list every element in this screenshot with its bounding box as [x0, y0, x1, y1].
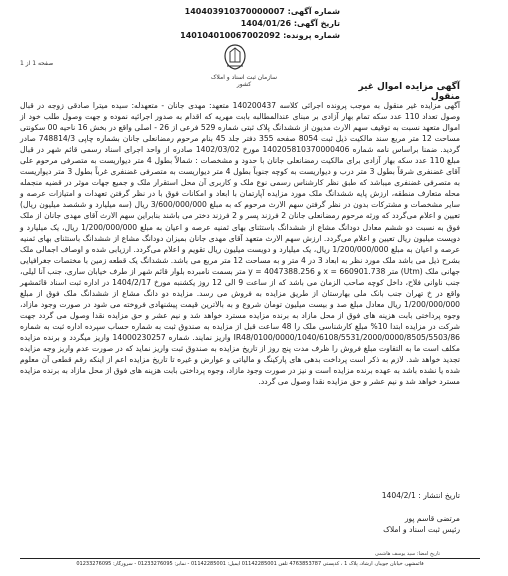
publish-date-label: تاریخ انتشار : [418, 491, 460, 500]
page-indicator: صفحه 1 از 1 [20, 60, 54, 67]
signature-note: تاریخ امضا: سید یوسف هاشمی [375, 551, 440, 557]
footer-address: قائمشهر، خیابان جویبار، ارشاد، پلاک 1 ، کدپستی 4763853787 تلفن 01142285001 ایمیل: 01142285001 - نمابر: 01233276095 - سرورگار: 01233276095 [76, 561, 424, 567]
org-name: سازمان ثبت اسناد و املاک کشور [211, 74, 277, 88]
case-number: 140104010067002092 [180, 31, 281, 40]
publish-date: 1404/2/1 [381, 491, 416, 500]
notice-body-paragraph: آگهی مزایده غیر منقول به موجب پرونده اجرائی کلاسه 140200437 متعهد: مهدی جانان - متعهدله: سیده میترا صادقی زوجه در قبال وصول تعداد 110 عدد سکه تمام بهار آزادی بر مبنای عندالمطالبه بابت مهریه که اقدام به صدور اجرائیه نموده و جهت وصول طلب خود از اموال متعهد نسبت به توقیف سهم الارث مدیون از ششدانگ پلاک ثبتی شماره 529 فرعی از 26 - اصلی واقع در بخش 16 ناحیه 00 سکونتی مساحت 12 متر مربع سند مالکیت ذیل ثبت 8054 صفحه 355 دفتر جلد 45 بنام مرحوم رمضانعلی جانان بشماره چاپی 748814/3 صادر گردید. ضمنا براساس نامه شماره 140205810370000406 مورخ 1402/03/02 صادره از واحد اجرای اسناد رسمی قائم شهر در قبال مبلغ 110 عدد سکه بهار آزادی برای مالکیت رمضانعلی جانان با حدود و مشخصات : شمالاً بطول 4 متر دیواریست به متصرفی مرحوم علی آقای غضنفری شرقاً بطول 3 متر درب و دیواریست به کوچه جنوباً بطول 4 متر دیواریست به متصرفی غضنفری غرباً بطول 3 متر دیواریست به متصرفی غضنفری میباشد که طبق نظر کارشناس رسمی نوع ملک و کاربری آن محل استقرار ملک و جمیع جهات موثر در قضیه منجمله محله متعارف منطقه، ارزش پایه ششدانگ ملک مورد مزایده آپارتمان با ابعاد و امکانات فوق با در نظر گرفتن تعهدات و امتیازات عرصه و سایر مشخصات و مشترکات بدون در نظر گرفتن سهم الارث مرحوم که به مبلغ 3/600/000/000 ریال (سه میلیارد و ششصد میلیون ریال) تعیین و اعلام می‌گردد که ورثه مرحوم رمضانعلی جانان 2 فرزند پسر و 2 فرزند دختر می باشند بنابراین سهم الارث آقای مهدی جانان از ملک فوق به نسبت دو ششم معادل دودانگ مشاع از ششدانگ باستثنای بهای ثمنیه عرصه و اعیان به مبلغ 1/200/000/000 ریال، یک میلیارد و دویست میلیون ریال تعیین و اعلام می‌گردد. ارزش سهم الارث متعهد آقای مهدی جانان بمیزان دودانگ مشاع از ششدانگ باستثنای بهای ثمنیه عرصه و اعیان به مبلغ 1/200/000/000 ریال، یک میلیارد و دویست میلیون ریال تقویم و اعلام می‌گردد. ارزیابی شده و اوصاف اجمالی ملک بشرح ذیل می باشد ملک مورد نظر به ابعاد 3 در 4 متر و به مساحت 12 متر مربع می باشد. ششدانگ یک قطعه زمین با مختصات جغرافیایی جهانی ملک (Utm) متر 660901.738 = x و 4047388.256 = y متر بسمت نامبرده بلوار قائم شهر از طرف خیابان ساری، جنب آنا لیلی، جنب ناوانی فلاح، داخل کوچه صاحب الزمان می باشد که از ساعت 9 الی 12 روز یکشنبه مورخ 1404/2/17 در اداره ثبت اسناد قائمشهر واقع در خ تهران جنب بانک ملی بهارستان از طریق مزایده به فروش می رسد. مزایده دو دانگ مشاع از ششدانگ ملک فوق از مبلغ 1/200/000/000 ریال معادل مبلغ صد و بیست میلیون تومان شروع و به بالاترین قیمت پیشنهادی فروخته می شود در صورت وجود مازاد، وجوه پرداختی بابت هزینه های فوق از محل مازاد به برنده مزایده مسترد خواهد شد و نیم عشر و حق مزایده نقدا وصول می گردد جهت شرکت در مزایده ابتدا 10% مبلغ کارشناسی ملک را 48 ساعت قبل از مزایده به صندوق ثبت به شماره حساب سپرده اداره ثبت به شماره IR48/0100/0000/1040/6108/5531/2000/0000/8505/5503/86 واریز نمایند. شماره 14000230257 واریز میگردد و برنده مزایده مکلف است ما به التفاوت مبلغ فروش را ظرف مدت پنج روز از تاریخ مزایده به صندوق ثبت واریز نماید که در صورت عدم واریز وجه مزایده تجدید خواهد شد. لازم به ذکر است پرداخت بدهی های پارکینگ و مالیاتی و عوارض و غیره تا تاریخ مزایده اعم از اینکه رقم قطعی آن معلوم شده یا نشده باشد به عهده برنده مزایده است و نیز در صورت وجود مازاد، وجوه پرداختی بابت هزینه های فوق از محل مازاد به برنده مزایده مسترد خواهد شد و نیم عشر و حق مزایده نقدا وصول می گردد. [20, 101, 461, 387]
registry-emblem-icon [218, 42, 252, 72]
signatory-name: مرتضی قاسم پور [404, 514, 460, 523]
notice-date-label: تاریخ آگهی: [293, 19, 340, 28]
footer-divider [20, 558, 480, 559]
notice-number-row [170, 6, 340, 18]
notice-meta [170, 6, 340, 42]
notice-body [20, 100, 460, 387]
publish-date-line [300, 490, 460, 501]
notice-number: 140403910370000007 [184, 7, 285, 16]
signatory-title: رئیس ثبت اسناد و املاک [383, 525, 460, 534]
notice-title: آگهی مزایده اموال غیر منقول [358, 82, 460, 102]
case-number-row [170, 30, 340, 42]
notice-number-label: شماره آگهی: [287, 7, 340, 16]
case-number-label: شماره پرونده: [283, 31, 340, 40]
notice-date: 1404/01/26 [240, 19, 292, 28]
notice-date-row [170, 18, 340, 30]
